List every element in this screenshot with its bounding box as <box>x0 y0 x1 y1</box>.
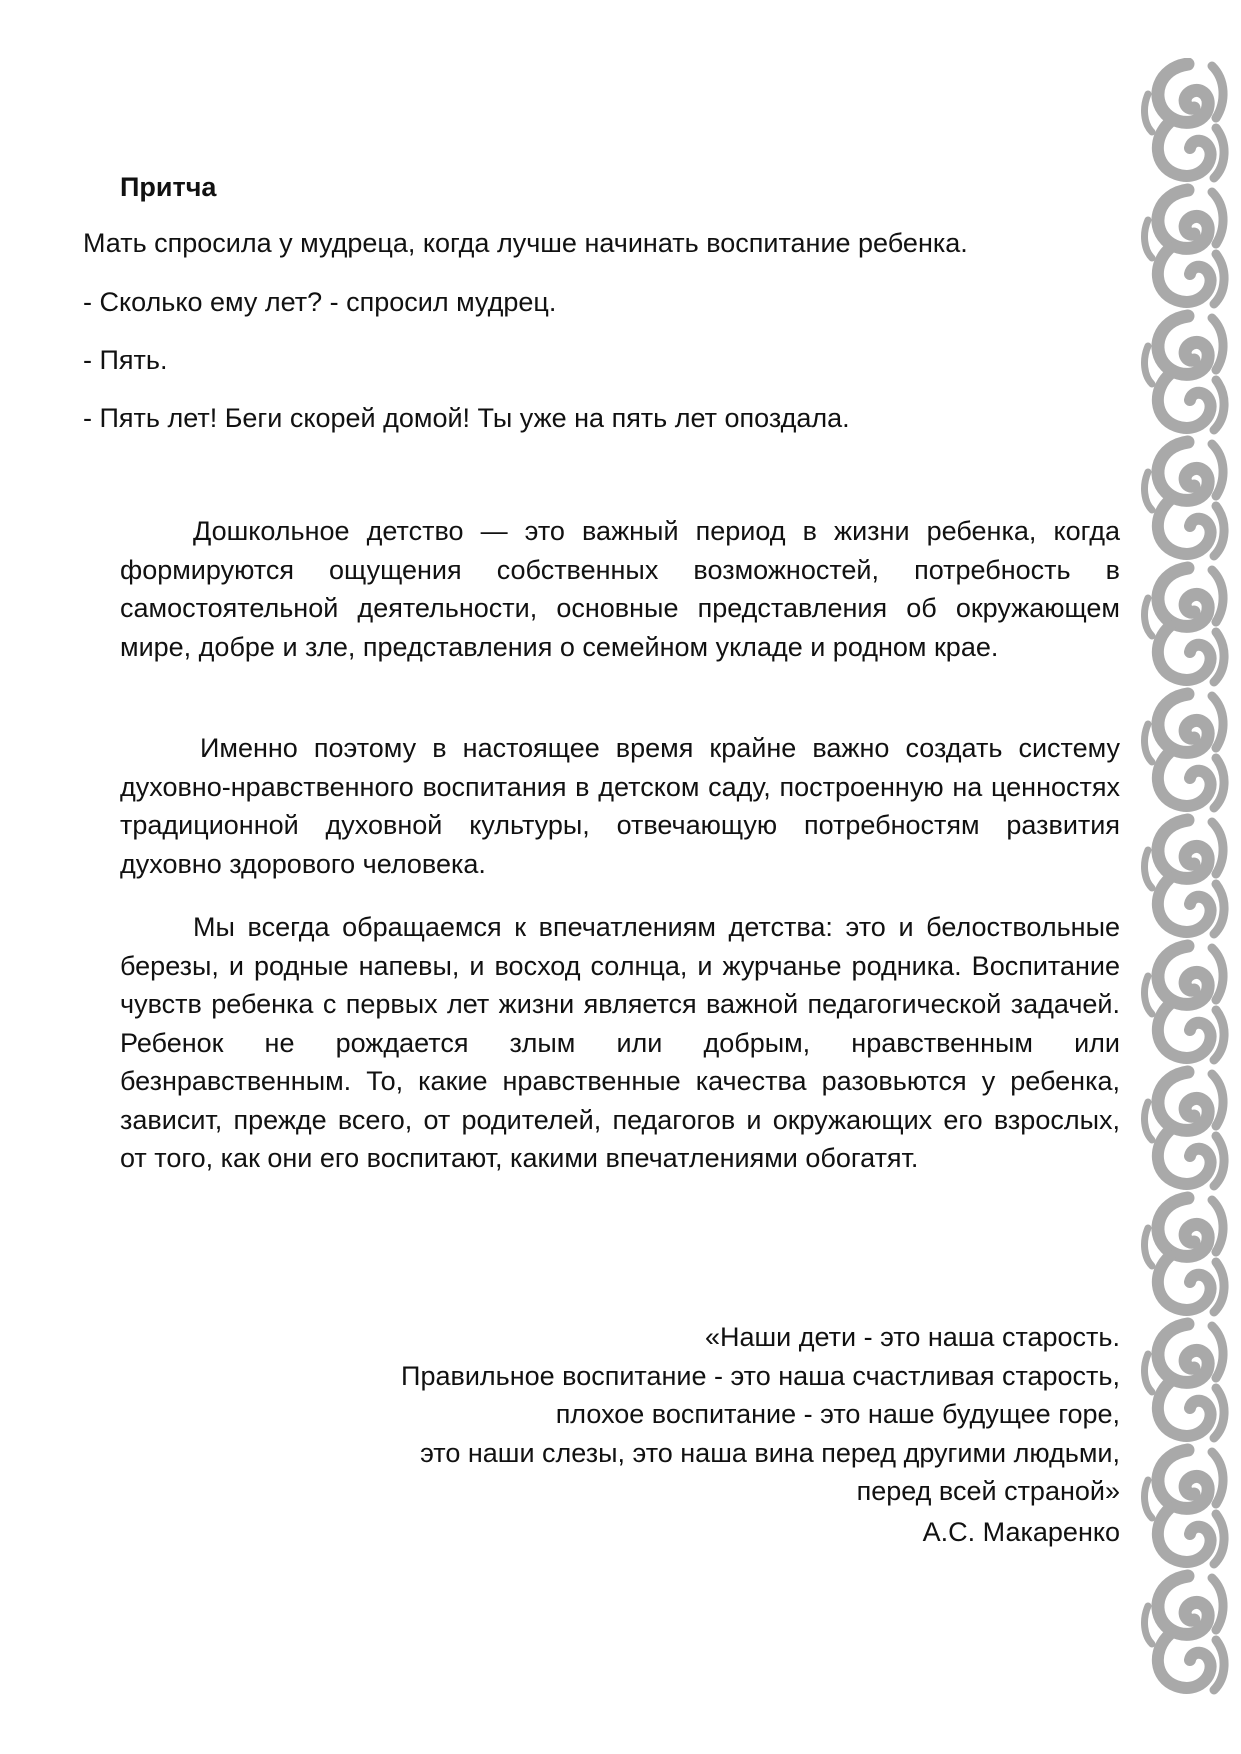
ornament-motif-icon <box>1145 1324 1225 1438</box>
quote-line: это наши слезы, это наша вина перед другими людьми, <box>420 1437 1120 1468</box>
quote-line: плохое воспитание - это наше будущее горе, <box>555 1399 1120 1429</box>
parable-line: - Пять. <box>83 345 168 375</box>
quote-line: «Наши дети - это наша старость. <box>704 1322 1120 1352</box>
ornament-motif-icon <box>1145 1198 1225 1312</box>
quote-line: перед всей страной» <box>856 1476 1120 1506</box>
ornament-motif-icon <box>1145 316 1225 430</box>
body-paragraph: Мы всегда обращаемся к впечатлениям детства: это и белоствольные березы, и родные напевы, и восход солнца, и журчанье родника. Воспитание чувств ребенка с первых лет жизни является важной педагогической задачей. Ребенок не рождается злым или добрым, нравственным или безнравственным. То, какие нравственные качества разовьются у ребенка, зависит, прежде всего, от родителей, педагогов и окружающих его взрослых, от того, как они его воспитают, какими впечатлениями обогатят. <box>120 912 1120 1173</box>
ornament-motif-icon <box>1145 946 1225 1060</box>
body-paragraph: Дошкольное детство — это важный период в жизни ребенка, когда формируются ощущения собственных возможностей, потребность в самостоятельной деятельности, основные представления об окружающем мире, добре и зле, представления о семейном укладе и родном крае. <box>120 516 1120 662</box>
parable-line: - Пять лет! Беги скорей домой! Ты уже на пять лет опоздала. <box>83 403 850 433</box>
ornament-motif-icon <box>1145 190 1225 304</box>
epigraph-quote <box>401 1318 1120 1511</box>
parable-line: Мать спросила у мудреца, когда лучше начинать воспитание ребенка. <box>83 228 968 258</box>
ornament-border-icon <box>1140 58 1230 1708</box>
quote-line: Правильное воспитание - это наша счастливая старость, <box>401 1360 1120 1391</box>
ornament-motif-icon <box>1145 694 1225 808</box>
ornament-motif-icon <box>1145 1576 1225 1690</box>
ornament-motif-icon <box>1145 1450 1225 1564</box>
parable-line: - Сколько ему лет? - спросил мудрец. <box>83 287 557 317</box>
ornament-motif-icon <box>1145 64 1225 178</box>
ornament-motif-icon <box>1145 820 1225 934</box>
ornament-motif-icon <box>1145 1072 1225 1186</box>
ornament-motif-icon <box>1145 442 1225 556</box>
ornament-motif-icon <box>1145 568 1225 682</box>
quote-author: А.С. Макаренко <box>922 1517 1120 1547</box>
parable-title: Притча <box>120 172 217 202</box>
body-paragraph: Именно поэтому в настоящее время крайне важно создать систему духовно-нравственного воспитания в детском саду, построенную на ценностях традиционной духовной культуры, отвечающую потребностям развития духовно здорового человека. <box>120 733 1120 879</box>
